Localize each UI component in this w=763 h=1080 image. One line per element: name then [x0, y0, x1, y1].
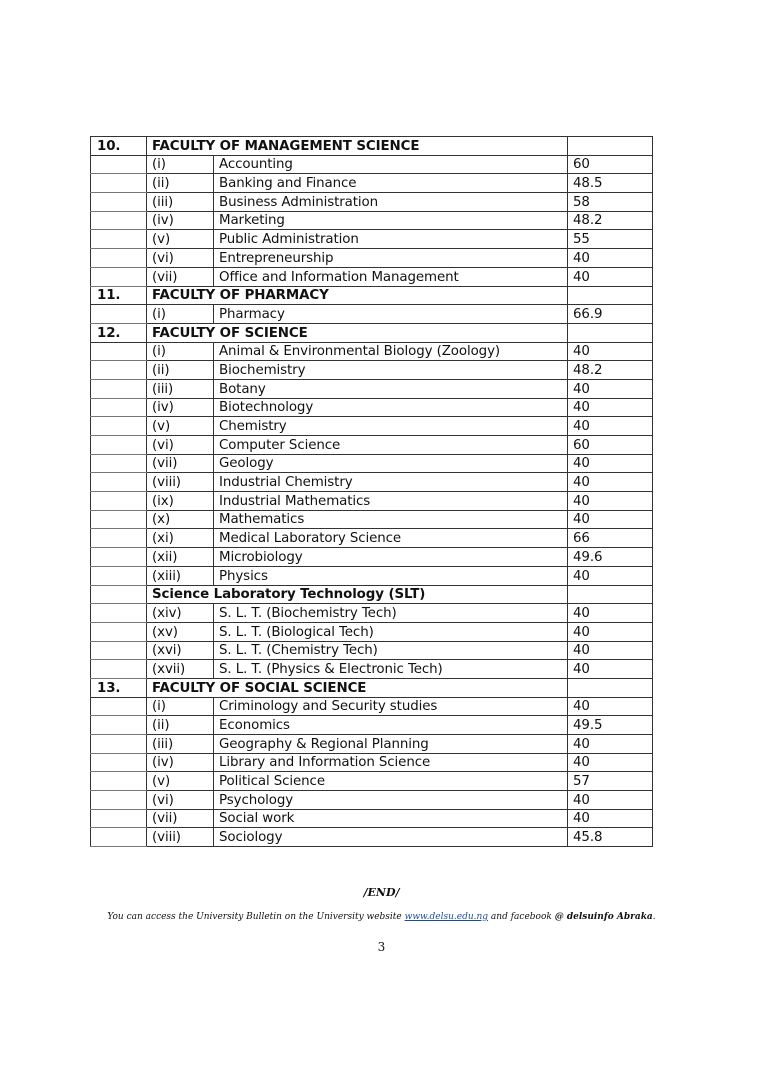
programme-index: (vi)	[147, 791, 214, 810]
blank-cell	[91, 398, 147, 417]
programme-index: (xv)	[147, 622, 214, 641]
table-row	[91, 660, 653, 679]
table-row	[91, 697, 653, 716]
table-row	[91, 716, 653, 735]
cutoff-score: 40	[568, 342, 653, 361]
programme-name: Criminology and Security studies	[214, 697, 568, 716]
programme-name: Economics	[214, 716, 568, 735]
blank-cell	[91, 753, 147, 772]
blank-cell	[91, 436, 147, 455]
blank-cell	[91, 828, 147, 847]
cutoff-score: 40	[568, 697, 653, 716]
cutoff-score: 49.5	[568, 716, 653, 735]
faculty-number: 12.	[91, 323, 147, 342]
programme-index: (iv)	[147, 211, 214, 230]
faculty-number: 11.	[91, 286, 147, 305]
programme-index: (v)	[147, 417, 214, 436]
programme-index: (i)	[147, 305, 214, 324]
programme-index: (xvi)	[147, 641, 214, 660]
blank-cell	[91, 772, 147, 791]
table-row	[91, 342, 653, 361]
cutoff-score: 45.8	[568, 828, 653, 847]
cutoff-score: 40	[568, 398, 653, 417]
note-middle: and facebook	[488, 912, 555, 922]
programme-index: (xi)	[147, 529, 214, 548]
cutoff-score: 40	[568, 473, 653, 492]
programme-name: Social work	[214, 809, 568, 828]
programme-index: (v)	[147, 230, 214, 249]
table-row	[91, 772, 653, 791]
programme-name: Microbiology	[214, 548, 568, 567]
programme-name: Botany	[214, 379, 568, 398]
table-row	[91, 604, 653, 623]
faculty-title: FACULTY OF SCIENCE	[147, 323, 568, 342]
programme-name: Library and Information Science	[214, 753, 568, 772]
table-row	[91, 454, 653, 473]
bulletin-note	[0, 912, 763, 922]
programme-name: S. L. T. (Biological Tech)	[214, 622, 568, 641]
faculty-number: 13.	[91, 678, 147, 697]
blank-cell	[91, 211, 147, 230]
note-suffix: .	[652, 912, 656, 922]
programme-index: (i)	[147, 155, 214, 174]
programme-name: Physics	[214, 566, 568, 585]
programme-index: (ii)	[147, 361, 214, 380]
programme-index: (v)	[147, 772, 214, 791]
programme-name: Business Administration	[214, 193, 568, 212]
faculty-score-blank	[568, 678, 653, 697]
programme-index: (x)	[147, 510, 214, 529]
blank-cell	[91, 230, 147, 249]
blank-cell	[91, 379, 147, 398]
blank-cell	[91, 604, 147, 623]
programme-name: Pharmacy	[214, 305, 568, 324]
blank-cell	[91, 510, 147, 529]
blank-cell	[91, 417, 147, 436]
cutoff-score: 66.9	[568, 305, 653, 324]
table-body	[91, 137, 653, 847]
table-row	[91, 417, 653, 436]
programme-index: (xii)	[147, 548, 214, 567]
table-row	[91, 211, 653, 230]
cutoff-score: 55	[568, 230, 653, 249]
table-row	[91, 230, 653, 249]
faculty-title: FACULTY OF PHARMACY	[147, 286, 568, 305]
faculty-header-row	[91, 286, 653, 305]
cutoff-marks-table	[90, 136, 653, 847]
table-row	[91, 753, 653, 772]
cutoff-score: 40	[568, 809, 653, 828]
table-row	[91, 529, 653, 548]
table-row	[91, 379, 653, 398]
programme-index: (xvii)	[147, 660, 214, 679]
cutoff-score: 40	[568, 735, 653, 754]
table-row	[91, 566, 653, 585]
table-row	[91, 267, 653, 286]
blank-cell	[91, 492, 147, 511]
cutoff-score: 40	[568, 510, 653, 529]
blank-cell	[91, 473, 147, 492]
table-row	[91, 361, 653, 380]
table-row	[91, 249, 653, 268]
cutoff-score: 40	[568, 454, 653, 473]
programme-index: (iii)	[147, 379, 214, 398]
programme-name: S. L. T. (Physics & Electronic Tech)	[214, 660, 568, 679]
programme-name: Political Science	[214, 772, 568, 791]
blank-cell	[91, 249, 147, 268]
programme-index: (iv)	[147, 398, 214, 417]
table-row	[91, 791, 653, 810]
cutoff-score: 58	[568, 193, 653, 212]
blank-cell	[91, 622, 147, 641]
faculty-title: FACULTY OF MANAGEMENT SCIENCE	[147, 137, 568, 156]
table-row	[91, 828, 653, 847]
faculty-score-blank	[568, 137, 653, 156]
programme-index: (vi)	[147, 249, 214, 268]
programme-name: Sociology	[214, 828, 568, 847]
faculty-score-blank	[568, 286, 653, 305]
table-row	[91, 809, 653, 828]
programme-index: (xiv)	[147, 604, 214, 623]
programme-name: Public Administration	[214, 230, 568, 249]
blank-cell	[91, 267, 147, 286]
blank-cell	[91, 809, 147, 828]
end-marker: /END/	[363, 886, 400, 899]
programme-name: Industrial Mathematics	[214, 492, 568, 511]
website-link[interactable]: www.delsu.edu.ng	[404, 912, 489, 922]
programme-name: Accounting	[214, 155, 568, 174]
blank-cell	[91, 566, 147, 585]
programme-index: (xiii)	[147, 566, 214, 585]
programme-name: S. L. T. (Biochemistry Tech)	[214, 604, 568, 623]
subsection-title: Science Laboratory Technology (SLT)	[147, 585, 568, 604]
cutoff-score: 49.6	[568, 548, 653, 567]
table-row	[91, 174, 653, 193]
programme-index: (ix)	[147, 492, 214, 511]
blank-cell	[91, 155, 147, 174]
note-prefix: You can access the University Bulletin on the University website	[107, 912, 405, 922]
cutoff-score: 40	[568, 267, 653, 286]
programme-name: Geography & Regional Planning	[214, 735, 568, 754]
programme-index: (vii)	[147, 454, 214, 473]
faculty-score-blank	[568, 323, 653, 342]
facebook-handle: @ delsuinfo Abraka	[554, 912, 653, 922]
cutoff-score: 40	[568, 417, 653, 436]
blank-cell	[91, 697, 147, 716]
blank-cell	[91, 361, 147, 380]
blank-cell	[91, 791, 147, 810]
table-row	[91, 398, 653, 417]
table-row	[91, 548, 653, 567]
programme-name: Entrepreneurship	[214, 249, 568, 268]
cutoff-score: 48.5	[568, 174, 653, 193]
programme-name: Mathematics	[214, 510, 568, 529]
blank-cell	[91, 529, 147, 548]
cutoff-score: 40	[568, 492, 653, 511]
programme-index: (iv)	[147, 753, 214, 772]
programme-index: (ii)	[147, 174, 214, 193]
programme-index: (viii)	[147, 828, 214, 847]
cutoff-score: 40	[568, 249, 653, 268]
faculty-header-row	[91, 137, 653, 156]
blank-cell	[91, 454, 147, 473]
programme-index: (vi)	[147, 436, 214, 455]
blank-cell	[91, 735, 147, 754]
cutoff-score: 40	[568, 791, 653, 810]
page-number: 3	[377, 940, 386, 954]
blank-cell	[91, 716, 147, 735]
table-row	[91, 155, 653, 174]
table-row	[91, 473, 653, 492]
blank-cell	[91, 548, 147, 567]
cutoff-score: 60	[568, 155, 653, 174]
cutoff-score: 57	[568, 772, 653, 791]
cutoff-score: 48.2	[568, 211, 653, 230]
cutoff-score: 40	[568, 566, 653, 585]
table-row	[91, 436, 653, 455]
faculty-header-row	[91, 323, 653, 342]
cutoff-score: 40	[568, 660, 653, 679]
cutoff-score: 48.2	[568, 361, 653, 380]
programme-name: S. L. T. (Chemistry Tech)	[214, 641, 568, 660]
programme-name: Biotechnology	[214, 398, 568, 417]
blank-cell	[91, 660, 147, 679]
subsection-score-blank	[568, 585, 653, 604]
cutoff-score: 66	[568, 529, 653, 548]
blank-cell	[91, 585, 147, 604]
programme-name: Computer Science	[214, 436, 568, 455]
cutoff-score: 40	[568, 379, 653, 398]
blank-cell	[91, 641, 147, 660]
programme-index: (i)	[147, 342, 214, 361]
programme-name: Biochemistry	[214, 361, 568, 380]
cutoff-score: 40	[568, 753, 653, 772]
blank-cell	[91, 193, 147, 212]
blank-cell	[91, 342, 147, 361]
programme-index: (i)	[147, 697, 214, 716]
programme-index: (iii)	[147, 735, 214, 754]
faculty-title: FACULTY OF SOCIAL SCIENCE	[147, 678, 568, 697]
programme-name: Industrial Chemistry	[214, 473, 568, 492]
subsection-header-row	[91, 585, 653, 604]
table-row	[91, 641, 653, 660]
programme-index: (vii)	[147, 809, 214, 828]
programme-index: (vii)	[147, 267, 214, 286]
table-row	[91, 510, 653, 529]
programme-name: Medical Laboratory Science	[214, 529, 568, 548]
programme-name: Geology	[214, 454, 568, 473]
programme-index: (ii)	[147, 716, 214, 735]
cutoff-score: 60	[568, 436, 653, 455]
programme-name: Chemistry	[214, 417, 568, 436]
programme-name: Marketing	[214, 211, 568, 230]
programme-name: Banking and Finance	[214, 174, 568, 193]
cutoff-score: 40	[568, 622, 653, 641]
programme-index: (viii)	[147, 473, 214, 492]
programme-name: Animal & Environmental Biology (Zoology)	[214, 342, 568, 361]
table-row	[91, 735, 653, 754]
programme-name: Office and Information Management	[214, 267, 568, 286]
table-row	[91, 622, 653, 641]
faculty-number: 10.	[91, 137, 147, 156]
table-row	[91, 193, 653, 212]
cutoff-score: 40	[568, 604, 653, 623]
table-row	[91, 305, 653, 324]
programme-name: Psychology	[214, 791, 568, 810]
cutoff-score: 40	[568, 641, 653, 660]
blank-cell	[91, 174, 147, 193]
programme-index: (iii)	[147, 193, 214, 212]
faculty-header-row	[91, 678, 653, 697]
table-row	[91, 492, 653, 511]
blank-cell	[91, 305, 147, 324]
